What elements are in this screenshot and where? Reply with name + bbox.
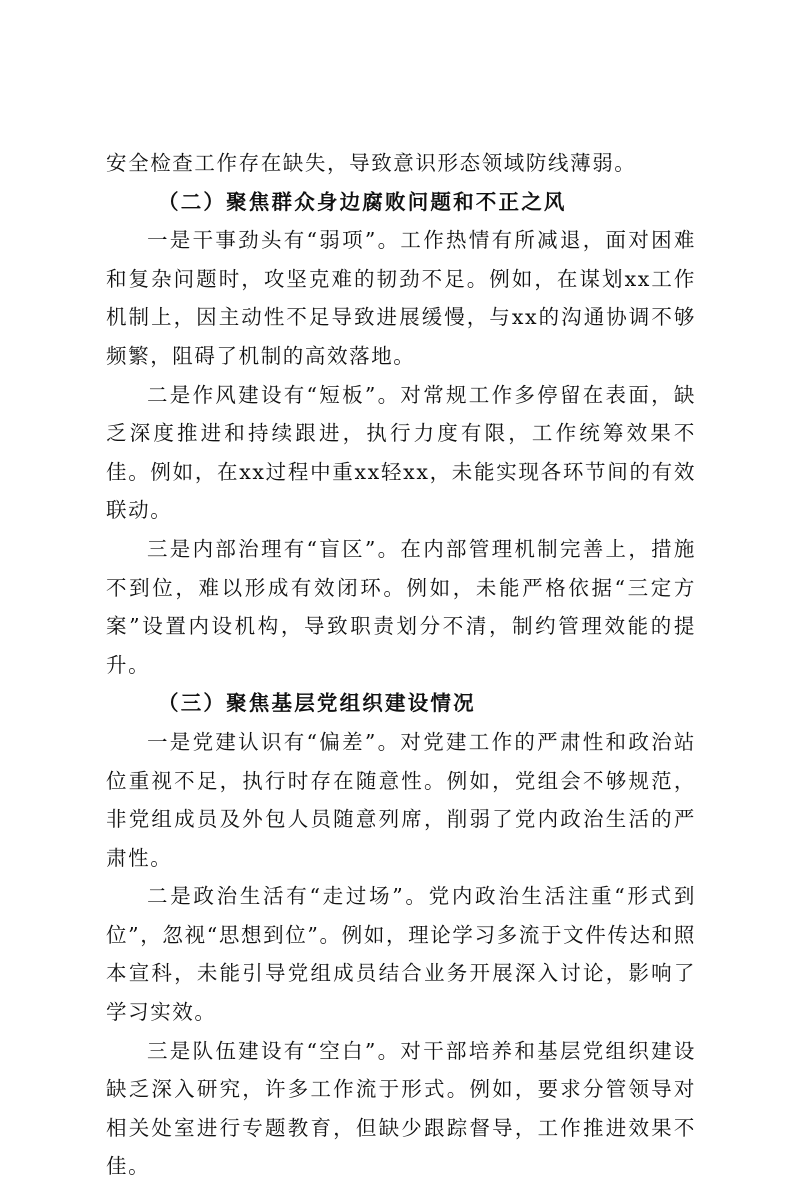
document-body — [106, 144, 696, 1186]
paragraph-2: 二是作风建设有“短板”。对常规工作多停留在表面，缺乏深度推进和持续跟进，执行力度有限，工作统筹效果不佳。例如，在xx过程中重xx轻xx，未能实现各环节间的有效联动。 — [106, 382, 696, 523]
paragraph-6: 三是队伍建设有“空白”。对干部培养和基层党组织建设缺乏深入研究，许多工作流于形式。例如，要求分管领导对相关处室进行专题教育，但缺少跟踪督导，工作推进效果不佳。 — [106, 1038, 696, 1179]
paragraph-4: 一是党建认识有“偏差”。对党建工作的严肃性和政治站位重视不足，执行时存在随意性。例如，党组会不够规范，非党组成员及外包人员随意列席，削弱了党内政治生活的严肃性。 — [106, 729, 696, 870]
section-heading-3: （三）聚焦基层党组织建设情况 — [158, 691, 476, 716]
continued-paragraph: 安全检查工作存在缺失，导致意识形态领域防线薄弱。 — [106, 151, 637, 175]
paragraph-1: 一是干事劲头有“弱项”。工作热情有所减退，面对困难和复杂问题时，攻坚克难的韧劲不足。例如，在谋划xx工作机制上，因主动性不足导致进展缓慢，与xx的沟通协调不够频繁，阻碍了机制的高效落地。 — [106, 228, 696, 368]
section-heading-2: （二）聚焦群众身边腐败问题和不正之风 — [158, 189, 567, 214]
paragraph-5: 二是政治生活有“走过场”。党内政治生活注重“形式到位”，忽视“思想到位”。例如，理论学习多流于文件传达和照本宣科，未能引导党组成员结合业务开展深入讨论，影响了学习实效。 — [106, 884, 696, 1025]
paragraph-3: 三是内部治理有“盲区”。在内部管理机制完善上，措施不到位，难以形成有效闭环。例如，未能严格依据“三定方案”设置内设机构，导致职责划分不清，制约管理效能的提升。 — [106, 536, 696, 677]
